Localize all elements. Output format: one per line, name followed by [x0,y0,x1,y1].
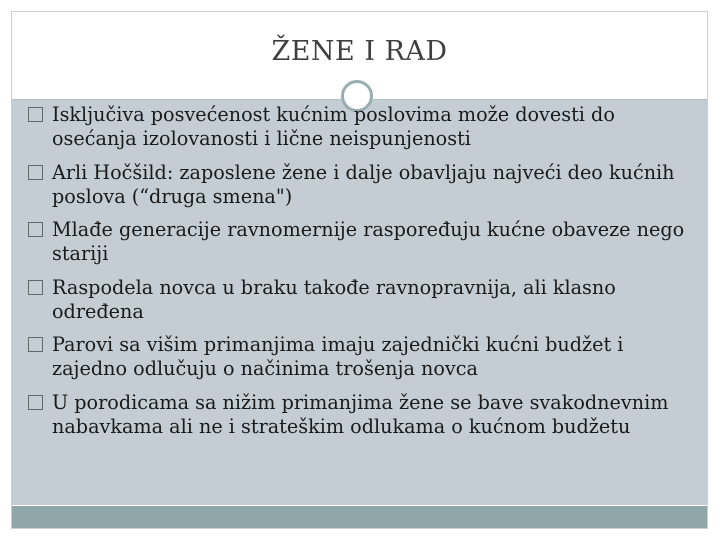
bullet-list [26,103,696,448]
square-bullet-icon [28,280,43,295]
square-bullet-icon [28,222,43,237]
square-bullet-icon [28,165,43,180]
square-bullet-icon [28,107,43,122]
bottom-band [12,506,707,528]
bullet-text: Parovi sa višim primanjima imaju zajednički kućni budžet i zajedno odlučuju o načinima trošenja novca [52,333,624,380]
square-bullet-icon [28,395,43,410]
square-bullet-icon [28,337,43,352]
bullet-text: Isključiva posvećenost kućnim poslovima može dovesti do osećanja izolovanosti i lične neispunjenosti [52,103,615,150]
bullet-item [26,391,696,439]
bullet-item [26,161,696,209]
bullet-item [26,103,696,151]
bullet-text: Raspodela novca u braku takođe ravnopravnija, ali klasno određena [52,275,616,323]
bullet-item [26,276,696,324]
bullet-text: Arli Hočšild: zaposlene žene i dalje obavljaju najveći deo kućnih poslova (“druga smena") [52,160,675,208]
bullet-item [26,218,696,266]
slide-title: ŽENE I RAD [271,36,448,67]
bullet-text: Mlađe generacije ravnomernije raspoređuju kućne obaveze nego stariji [52,218,685,265]
bullet-text: U porodicama sa nižim primanjima žene se bave svakodnevnim nabavkama ali ne i strateškim odlukama o kućnom budžetu [52,390,669,438]
bullet-item [26,333,696,381]
